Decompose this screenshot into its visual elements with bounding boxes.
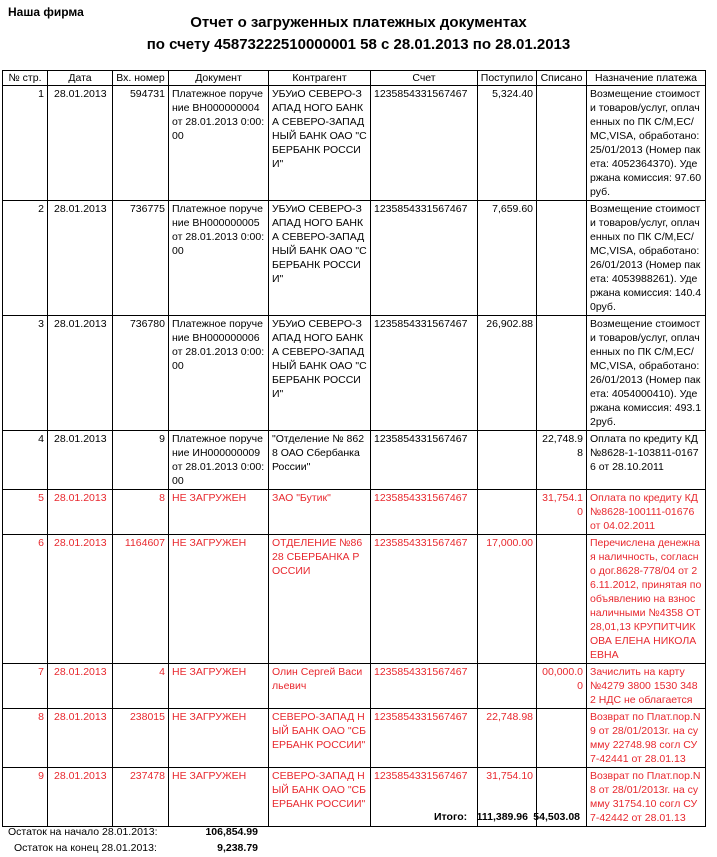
totals-label: Итого: [434,811,468,823]
cell-expense: 22,748.98 [537,431,587,490]
cell-date: 28.01.2013 [48,709,113,768]
cell-purpose: Возмещение стоимости товаров/услуг, оплаченных по ПК C/M,EC/MC,VISA, обработано:25/01/2013 (Номер пакета: 4052364370). Удержана комиссия: 97.60руб. [587,86,706,201]
cell-purpose: Зачислить на карту №4279 3800 1530 3482 НДС не облагается [587,664,706,709]
cell-account: 1235854331567467 [371,316,478,431]
cell-incoming-number: 9 [113,431,169,490]
cell-counterparty: ОТДЕЛЕНИЕ №8628 СБЕРБАНКА РОССИИ [269,535,371,664]
cell-expense [537,316,587,431]
totals-income: 111,389.96 [476,811,528,823]
cell-document: НЕ ЗАГРУЖЕН [169,535,269,664]
cell-counterparty: УБУиО СЕВЕРО-ЗАПАД НОГО БАНКА СЕВЕРО-ЗАПАД НЫЙ БАНК ОАО "СБЕРБАНК РОССИИ" [269,86,371,201]
cell-document: Платежное поручение ИН000000009 от 28.01.2013 0:00:00 [169,431,269,490]
balance-end-label: Остаток на конец 28.01.2013: [14,842,157,854]
cell-date: 28.01.2013 [48,431,113,490]
cell-date: 28.01.2013 [48,535,113,664]
table-row [3,535,706,664]
cell-row-number: 8 [3,709,48,768]
balance-start-value: 106,854.99 [205,826,258,838]
cell-row-number: 2 [3,201,48,316]
cell-expense [537,709,587,768]
table-row [3,431,706,490]
cell-document: Платежное поручение ВН000000005 от 28.01.2013 0:00:00 [169,201,269,316]
cell-income: 26,902.88 [478,316,537,431]
cell-incoming-number: 736775 [113,201,169,316]
report-subtitle: по счету 45873222510000001 58 с 28.01.2013 по 28.01.2013 [146,36,571,53]
cell-document: Платежное поручение ВН000000004 от 28.01.2013 0:00:00 [169,86,269,201]
cell-account: 1235854331567467 [371,86,478,201]
cell-row-number: 9 [3,768,48,827]
cell-incoming-number: 8 [113,490,169,535]
table-row [3,86,706,201]
col-header-counterparty: Контрагент [269,71,371,86]
col-header-purpose: Назначение платежа [587,71,706,86]
cell-purpose: Возврат по Плат.пор.N 8 от 28/01/2013г. на сумму 31754.10 согл СУ 7-42442 от 28.01.13 [587,768,706,827]
cell-row-number: 4 [3,431,48,490]
cell-account: 1235854331567467 [371,490,478,535]
table-row [3,709,706,768]
cell-date: 28.01.2013 [48,316,113,431]
col-header-date: Дата [48,71,113,86]
cell-row-number: 1 [3,86,48,201]
cell-date: 28.01.2013 [48,490,113,535]
cell-counterparty: СЕВЕРО-ЗАПАД НЫЙ БАНК ОАО "СБЕРБАНК РОССИИ" [269,768,371,827]
cell-account: 1235854331567467 [371,535,478,664]
cell-document: НЕ ЗАГРУЖЕН [169,664,269,709]
col-header-expense: Списано [537,71,587,86]
cell-counterparty: УБУиО СЕВЕРО-ЗАПАД НОГО БАНКА СЕВЕРО-ЗАПАД НЫЙ БАНК ОАО "СБЕРБАНК РОССИИ" [269,201,371,316]
cell-counterparty: Олин Сергей Васильевич [269,664,371,709]
cell-expense [537,86,587,201]
cell-row-number: 3 [3,316,48,431]
cell-counterparty: УБУиО СЕВЕРО-ЗАПАД НОГО БАНКА СЕВЕРО-ЗАПАД НЫЙ БАНК ОАО "СБЕРБАНК РОССИИ" [269,316,371,431]
table-row [3,490,706,535]
cell-purpose: Возмещение стоимости товаров/услуг, оплаченных по ПК C/M,EC/MC,VISA, обработано:26/01/2013 (Номер пакета: 4053988261). Удержана комиссия: 140.40руб. [587,201,706,316]
cell-account: 1235854331567467 [371,201,478,316]
cell-document: НЕ ЗАГРУЖЕН [169,490,269,535]
cell-counterparty: СЕВЕРО-ЗАПАД НЫЙ БАНК ОАО "СБЕРБАНК РОССИИ" [269,709,371,768]
cell-date: 28.01.2013 [48,86,113,201]
cell-income: 5,324.40 [478,86,537,201]
payments-table [2,70,706,827]
cell-income [478,664,537,709]
cell-incoming-number: 237478 [113,768,169,827]
cell-expense [537,535,587,664]
cell-incoming-number: 238015 [113,709,169,768]
table-header-row [3,71,706,86]
col-header-row-number: № стр. [3,71,48,86]
cell-date: 28.01.2013 [48,664,113,709]
company-name: Наша фирма [8,5,84,19]
cell-purpose: Оплата по кредиту КД №8628-1-103811-01676 от 28.10.2011 [587,431,706,490]
balance-end-value: 9,238.79 [217,842,258,854]
cell-income [478,431,537,490]
cell-purpose: Оплата по кредиту КД №8628-100111-01676 от 04.02.2011 [587,490,706,535]
cell-counterparty: ЗАО "Бутик" [269,490,371,535]
cell-expense: 00,000.00 [537,664,587,709]
cell-purpose: Перечислена денежная наличность, согласно дог.8628-778/04 от 26.11.2012, принятая по объявлению на взнос наличными №4358 ОТ 28,01,13 КРУПИТЧИКОВА ЕЛЕНА НИКОЛАЕВНА [587,535,706,664]
balance-start-label: Остаток на начало 28.01.2013: [8,826,158,838]
cell-date: 28.01.2013 [48,201,113,316]
table-row [3,316,706,431]
cell-purpose: Возврат по Плат.пор.N 9 от 28/01/2013г. на сумму 22748.98 согл СУ 7-42441 от 28.01.13 [587,709,706,768]
table-row [3,664,706,709]
cell-purpose: Возмещение стоимости товаров/услуг, оплаченных по ПК C/M,EC/MC,VISA, обработано:26/01/2013 (Номер пакета: 4054000410). Удержана комиссия: 493.12руб. [587,316,706,431]
cell-row-number: 6 [3,535,48,664]
cell-expense [537,201,587,316]
cell-income: 7,659.60 [478,201,537,316]
cell-account: 1235854331567467 [371,709,478,768]
cell-incoming-number: 4 [113,664,169,709]
table-row [3,201,706,316]
cell-document: НЕ ЗАГРУЖЕН [169,768,269,827]
cell-income: 22,748.98 [478,709,537,768]
col-header-incoming-number: Вх. номер [113,71,169,86]
table-row [3,768,706,827]
cell-account: 1235854331567467 [371,768,478,827]
cell-expense: 31,754.10 [537,490,587,535]
cell-incoming-number: 1164607 [113,535,169,664]
cell-row-number: 5 [3,490,48,535]
cell-income [478,490,537,535]
cell-counterparty: "Отделение № 8628 ОАО Сбербанка России" [269,431,371,490]
cell-income: 31,754.10 [478,768,537,827]
cell-document: Платежное поручение ВН000000006 от 28.01.2013 0:00:00 [169,316,269,431]
cell-account: 1235854331567467 [371,664,478,709]
report-title: Отчет о загруженных платежных документах [190,14,527,31]
cell-document: НЕ ЗАГРУЖЕН [169,709,269,768]
cell-row-number: 7 [3,664,48,709]
cell-date: 28.01.2013 [48,768,113,827]
col-header-document: Документ [169,71,269,86]
cell-income: 17,000.00 [478,535,537,664]
cell-incoming-number: 736780 [113,316,169,431]
col-header-income: Поступило [478,71,537,86]
totals-expense: 54,503.08 [533,811,580,823]
cell-incoming-number: 594731 [113,86,169,201]
cell-account: 1235854331567467 [371,431,478,490]
col-header-account: Счет [371,71,478,86]
